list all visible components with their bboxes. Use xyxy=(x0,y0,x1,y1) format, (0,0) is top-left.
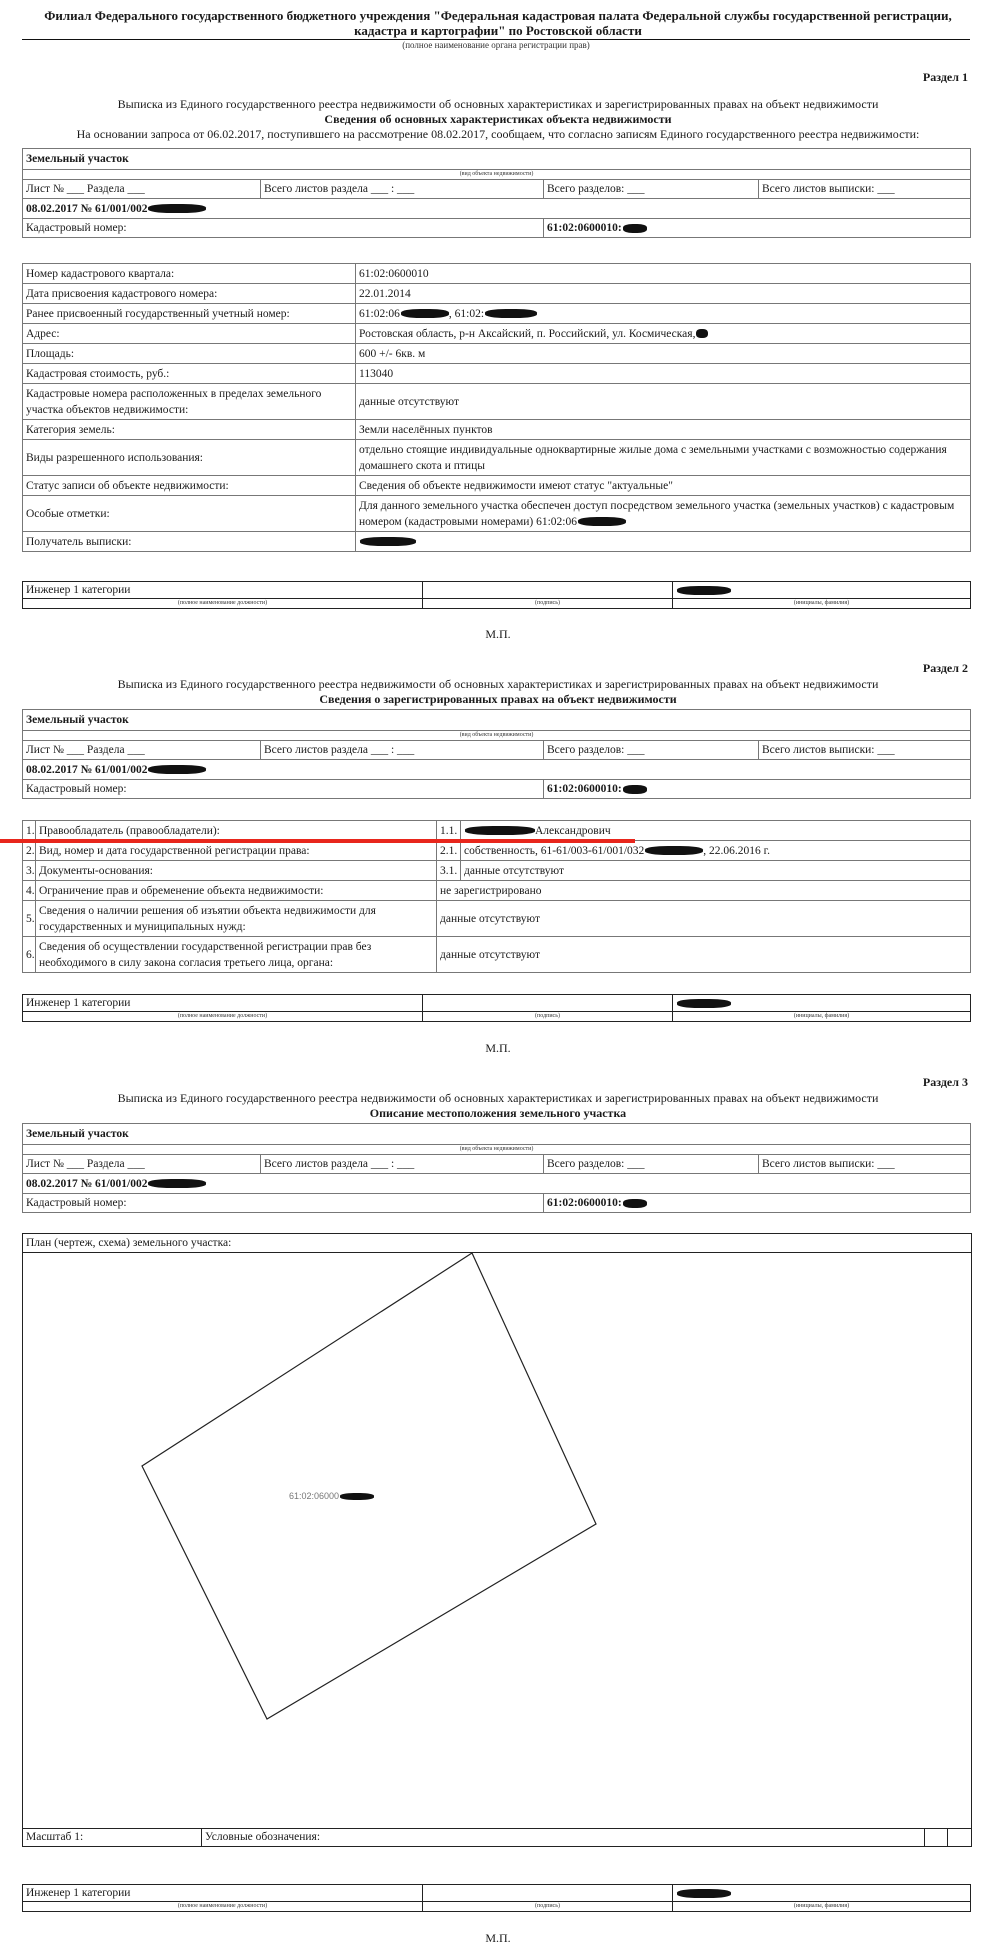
list-no: Лист № ___ Раздела ___ xyxy=(23,741,261,760)
row-label: Ранее присвоенный государственный учетный номер: xyxy=(23,304,356,324)
value-text: Александрович xyxy=(535,824,611,837)
row-label: Ограничение прав и обременение объекта недвижимости: xyxy=(36,881,437,901)
total-sheets-extract: Всего листов выписки: ___ xyxy=(759,741,971,760)
total-sections: Всего разделов: ___ xyxy=(544,1155,759,1174)
row-label: Получатель выписки: xyxy=(23,532,356,552)
value-text: , 61:02: xyxy=(448,307,485,320)
redaction-mark xyxy=(623,224,647,233)
total-sheets-section: Всего листов раздела ___ : ___ xyxy=(261,741,544,760)
stamp-place: М.П. xyxy=(485,1041,511,1055)
parcel-label-text: 61:02:06000 xyxy=(289,1491,340,1501)
row-value xyxy=(356,496,971,532)
cadastral-label: Кадастровый номер: xyxy=(23,219,544,238)
total-sections: Всего разделов: ___ xyxy=(544,741,759,760)
redaction-mark xyxy=(360,537,416,546)
section3-signature-table xyxy=(22,1884,971,1912)
row-num: 2. xyxy=(23,841,36,861)
total-sheets-extract: Всего листов выписки: ___ xyxy=(759,1155,971,1174)
signature-cell xyxy=(423,1885,673,1902)
signer-position: Инженер 1 категории xyxy=(23,995,423,1012)
plan-label: План (чертеж, схема) земельного участка: xyxy=(23,1234,971,1253)
redaction-mark xyxy=(677,586,731,595)
row-label: Адрес: xyxy=(23,324,356,344)
row-num: 5. xyxy=(23,901,36,937)
signer-name xyxy=(673,995,971,1012)
row-num: 3. xyxy=(23,861,36,881)
row-value: данные отсутствуют xyxy=(461,861,971,881)
total-sections: Всего разделов: ___ xyxy=(544,180,759,199)
cadastral-value-text: 61:02:0600010: xyxy=(547,783,622,795)
section2-vypiska-title: Выписка из Единого государственного реестра недвижимости об основных характеристиках и зарегистрированных правах на объект недвижимости xyxy=(117,677,879,691)
row-sub: 3.1. xyxy=(437,861,461,881)
section3-vypiska-title: Выписка из Единого государственного реестра недвижимости об основных характеристиках и зарегистрированных правах на объект недвижимости xyxy=(117,1091,879,1105)
plan-footer xyxy=(23,1828,971,1846)
value-text: Ростовская область, р-н Аксайский, п. Российский, ул. Космическая, xyxy=(359,327,696,340)
value-text: , 22.06.2016 г. xyxy=(703,844,770,857)
row-value: Земли населённых пунктов xyxy=(356,420,971,440)
section1-details-table xyxy=(22,263,971,552)
row-label: Кадастровые номера расположенных в пределах земельного участка объектов недвижимости: xyxy=(23,384,356,420)
caption-position: (полное наименование должности) xyxy=(23,599,423,609)
red-annotation-line xyxy=(0,839,635,843)
cadastral-value-text: 61:02:0600010: xyxy=(547,1197,622,1209)
value-text: Для данного земельного участка обеспечен доступ посредством земельного участка (земельных участков) с кадастровым номером (кадастровыми номерами) 61:02:06 xyxy=(359,499,955,528)
row-value: отдельно стоящие индивидуальные одноквартирные жилые дома с земельными участками с возможностью содержания домашнего скота и птицы xyxy=(356,440,971,476)
stamp-place: М.П. xyxy=(485,627,511,641)
row-value xyxy=(356,304,971,324)
value-text: собственность, 61-61/003-61/001/032 xyxy=(464,844,645,857)
signature-cell xyxy=(423,995,673,1012)
row-value: данные отсутствуют xyxy=(437,901,971,937)
row-value: 61:02:0600010 xyxy=(356,264,971,284)
caption-signature: (подпись) xyxy=(423,599,673,609)
row-label: Площадь: xyxy=(23,344,356,364)
redaction-mark xyxy=(623,1199,647,1208)
row-label: Категория земель: xyxy=(23,420,356,440)
section1-header-table xyxy=(22,148,971,238)
cadastral-value xyxy=(544,780,971,799)
row-value xyxy=(356,532,971,552)
signer-position: Инженер 1 категории xyxy=(23,1885,423,1902)
section1-subtitle: Сведения об основных характеристиках объекта недвижимости xyxy=(324,112,672,126)
redaction-mark xyxy=(677,1889,731,1898)
row-num: 4. xyxy=(23,881,36,901)
redaction-mark xyxy=(148,1179,206,1188)
cadastral-value xyxy=(544,219,971,238)
signer-name xyxy=(673,1885,971,1902)
caption-name: (инициалы, фамилия) xyxy=(673,599,971,609)
row-value: данные отсутствуют xyxy=(356,384,971,420)
redaction-mark xyxy=(578,517,626,526)
row-label: Особые отметки: xyxy=(23,496,356,532)
row-value xyxy=(461,841,971,861)
row-label: Виды разрешенного использования: xyxy=(23,440,356,476)
object-type: Земельный участок xyxy=(23,1124,971,1145)
parcel-polygon xyxy=(23,1253,971,1828)
row-value: 600 +/- 6кв. м xyxy=(356,344,971,364)
org-title: Филиал Федерального государственного бюджетного учреждения "Федеральная кадастровая палата Федеральной службы государственной регистрации, кадастра и картографии" по Ростовской области xyxy=(44,8,952,38)
plan-drawing-area xyxy=(23,1253,971,1828)
object-type-caption: (вид объекта недвижимости) xyxy=(23,1145,971,1155)
org-caption: (полное наименование органа регистрации прав) xyxy=(402,40,590,50)
caption-name: (инициалы, фамилия) xyxy=(673,1012,971,1022)
redaction-mark xyxy=(465,826,535,835)
row-label: Вид, номер и дата государственной регистрации права: xyxy=(36,841,437,861)
redaction-mark xyxy=(677,999,731,1008)
row-label: Дата присвоения кадастрового номера: xyxy=(23,284,356,304)
date-number-text: 08.02.2017 № 61/001/002 xyxy=(26,1177,148,1190)
row-label: Номер кадастрового квартала: xyxy=(23,264,356,284)
date-number-text: 08.02.2017 № 61/001/002 xyxy=(26,202,148,215)
redaction-mark xyxy=(485,309,537,318)
signer-name xyxy=(673,582,971,599)
object-type-caption: (вид объекта недвижимости) xyxy=(23,731,971,741)
object-type: Земельный участок xyxy=(23,710,971,731)
list-no: Лист № ___ Раздела ___ xyxy=(23,180,261,199)
parcel-label xyxy=(289,1491,374,1501)
legend-cell xyxy=(948,1829,971,1846)
scale-label: Масштаб 1: xyxy=(23,1829,202,1846)
cadastral-value xyxy=(544,1194,971,1213)
cadastral-value-text: 61:02:0600010: xyxy=(547,222,622,234)
row-value: данные отсутствуют xyxy=(437,937,971,973)
section2-label: Раздел 2 xyxy=(922,661,968,675)
row-sub: 2.1. xyxy=(437,841,461,861)
signature-cell xyxy=(423,582,673,599)
caption-signature: (подпись) xyxy=(423,1902,673,1912)
date-number xyxy=(23,199,971,219)
date-number xyxy=(23,1174,971,1194)
section3-header-table xyxy=(22,1123,971,1213)
date-number-text: 08.02.2017 № 61/001/002 xyxy=(26,763,148,776)
row-value xyxy=(461,821,971,841)
row-sub: 1.1. xyxy=(437,821,461,841)
total-sheets-section: Всего листов раздела ___ : ___ xyxy=(261,180,544,199)
total-sheets-extract: Всего листов выписки: ___ xyxy=(759,180,971,199)
object-type-caption: (вид объекта недвижимости) xyxy=(23,170,971,180)
row-label: Статус записи об объекте недвижимости: xyxy=(23,476,356,496)
row-label: Документы-основания: xyxy=(36,861,437,881)
section1-basis: На основании запроса от 06.02.2017, поступившего на рассмотрение 08.02.2017, сообщаем, что согласно записям Единого государственного реестра недвижимости: xyxy=(76,127,920,141)
row-value: 113040 xyxy=(356,364,971,384)
object-type: Земельный участок xyxy=(23,149,971,170)
stamp-place: М.П. xyxy=(485,1931,511,1945)
row-value xyxy=(356,324,971,344)
section1-label: Раздел 1 xyxy=(922,70,968,84)
redaction-mark xyxy=(148,765,206,774)
redaction-mark xyxy=(645,846,703,855)
total-sheets-section: Всего листов раздела ___ : ___ xyxy=(261,1155,544,1174)
legend-label: Условные обозначения: xyxy=(202,1829,925,1846)
row-value: не зарегистрировано xyxy=(437,881,971,901)
row-label: Сведения о наличии решения об изъятии объекта недвижимости для государственных и муниципальных нужд: xyxy=(36,901,437,937)
row-value: 22.01.2014 xyxy=(356,284,971,304)
row-label: Правообладатель (правообладатели): xyxy=(36,821,437,841)
row-label: Сведения об осуществлении государственной регистрации прав без необходимого в силу закона согласия третьего лица, органа: xyxy=(36,937,437,973)
parcel-plan xyxy=(22,1233,972,1847)
redaction-mark xyxy=(401,309,449,318)
section1-signature-table xyxy=(22,581,971,609)
section1-vypiska-title: Выписка из Единого государственного реестра недвижимости об основных характеристиках и зарегистрированных правах на объект недвижимости xyxy=(117,97,879,111)
caption-position: (полное наименование должности) xyxy=(23,1902,423,1912)
redaction-mark xyxy=(623,785,647,794)
row-num: 1. xyxy=(23,821,36,841)
date-number xyxy=(23,760,971,780)
redaction-mark xyxy=(340,1493,374,1500)
section3-label: Раздел 3 xyxy=(922,1075,968,1089)
row-value: Сведения об объекте недвижимости имеют статус "актуальные" xyxy=(356,476,971,496)
row-num: 6. xyxy=(23,937,36,973)
cadastral-label: Кадастровый номер: xyxy=(23,780,544,799)
list-no: Лист № ___ Раздела ___ xyxy=(23,1155,261,1174)
caption-name: (инициалы, фамилия) xyxy=(673,1902,971,1912)
section3-subtitle: Описание местоположения земельного участка xyxy=(369,1106,627,1120)
section2-subtitle: Сведения о зарегистрированных правах на объект недвижимости xyxy=(319,692,677,706)
section2-signature-table xyxy=(22,994,971,1022)
legend-cell xyxy=(925,1829,948,1846)
row-label: Кадастровая стоимость, руб.: xyxy=(23,364,356,384)
caption-position: (полное наименование должности) xyxy=(23,1012,423,1022)
redaction-mark xyxy=(696,329,708,338)
signer-position: Инженер 1 категории xyxy=(23,582,423,599)
cadastral-label: Кадастровый номер: xyxy=(23,1194,544,1213)
redaction-mark xyxy=(148,204,206,213)
section2-header-table xyxy=(22,709,971,799)
value-text: 61:02:06 xyxy=(359,307,400,320)
caption-signature: (подпись) xyxy=(423,1012,673,1022)
